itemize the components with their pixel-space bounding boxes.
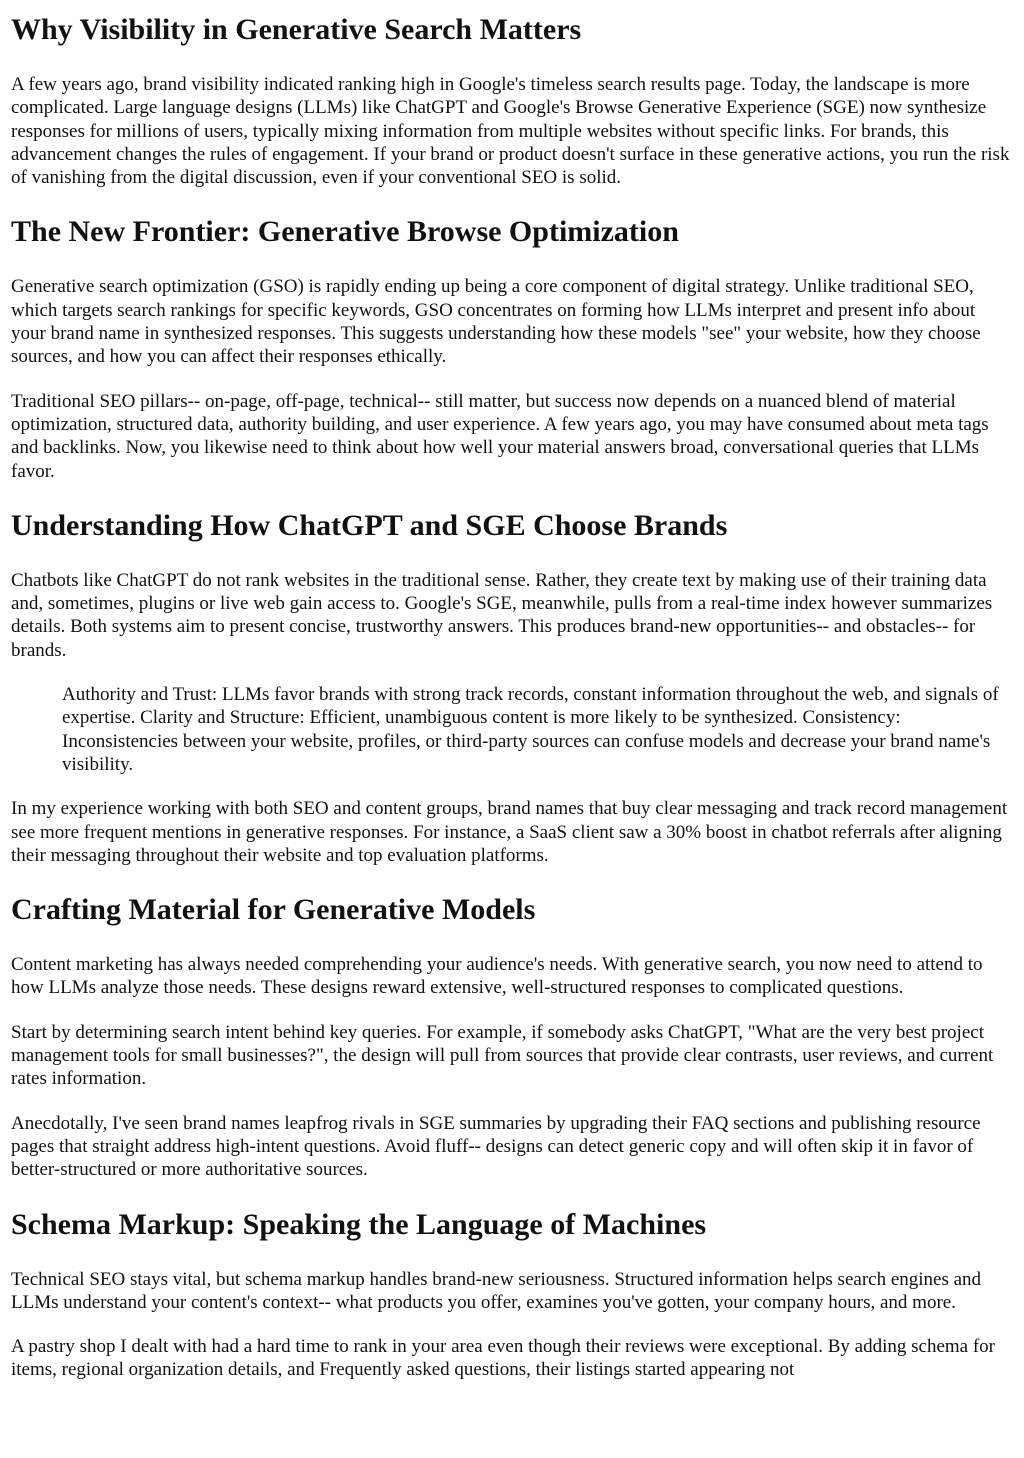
paragraph: In my experience working with both SEO and content groups, brand names that buy clear messaging and track record management see more frequent mentions in generative responses. For instance, a SaaS client saw a 30% boost in chatbot referrals after aligning their messaging throughout their website and top evaluation platforms.	[11, 798, 1008, 866]
blockquote: Authority and Trust: LLMs favor brands with strong track records, constant information throughout the web, and signals of expertise. Clarity and Structure: Efficient, unambiguous content is more likely to be synthesized. Consistency: Inconsistencies between your website, profiles, or third-party sources can confuse models and decrease your brand name's visibility.	[62, 684, 999, 775]
section-heading: Why Visibility in Generative Search Matters	[11, 13, 582, 46]
section-heading: Schema Markup: Speaking the Language of Machines	[11, 1207, 707, 1241]
article	[0, 12, 1024, 1382]
paragraph: Chatbots like ChatGPT do not rank websites in the traditional sense. Rather, they create text by making use of their training data and, sometimes, plugins or live web gain access to. Google's SGE, meanwhile, pulls from a real-time index however summarizes details. Both systems aim to present concise, trustworthy answers. This produces brand-new opportunities-- and obstacles-- for brands.	[11, 569, 993, 661]
paragraph: Content marketing has always needed comprehending your audience's needs. With generative search, you now need to attend to how LLMs analyze those needs. These designs reward extensive, well-structured responses to complicated questions.	[11, 954, 983, 999]
paragraph: Generative search optimization (GSO) is rapidly ending up being a core component of digital strategy. Unlike traditional SEO, which targets search rankings for specific keywords, GSO concentrates on forming how LLMs interpret and present info about your brand name in synthesized responses. This suggests understanding how these models "see" your website, how they choose sources, and how you can affect their responses ethically.	[11, 276, 981, 368]
section-heading: Understanding How ChatGPT and SGE Choose Brands	[11, 508, 728, 542]
paragraph: Technical SEO stays vital, but schema markup handles brand-new seriousness. Structured information helps search engines and LLMs understand your content's context-- what products you offer, examines you've gotten, your company hours, and more.	[11, 1268, 982, 1313]
section-heading: Crafting Material for Generative Models	[11, 893, 536, 927]
paragraph: Traditional SEO pillars-- on-page, off-page, technical-- still matter, but success now depends on a nuanced blend of material optimization, structured data, authority building, and user experience. A few years ago, you may have consumed about meta tags and backlinks. Now, you likewise need to think about how well your material answers broad, conversational queries that LLMs favor.	[11, 390, 989, 482]
paragraph: Anecdotally, I've seen brand names leapfrog rivals in SGE summaries by upgrading their FAQ sections and publishing resource pages that straight address high-intent questions. Avoid fluff-- designs can detect generic copy and will often skip it in favor of better-structured or more authoritative sources.	[11, 1112, 981, 1181]
paragraph: A few years ago, brand visibility indicated ranking high in Google's timeless search results page. Today, the landscape is more complicated. Large language designs (LLMs) like ChatGPT and Google's Browse Generative Experience (SGE) now synthesize responses for millions of users, typically mixing information from multiple websites without specific links. For brands, this advancement changes the rules of engagement. If your brand or product doesn't surface in these generative actions, you run the risk of vanishing from the digital discussion, even if your conventional SEO is solid.	[11, 74, 1010, 189]
paragraph: Start by determining search intent behind key queries. For example, if somebody asks ChatGPT, "What are the very best project management tools for small businesses?", the design will pull from sources that provide clear contrasts, user reviews, and current rates information.	[11, 1021, 994, 1090]
section-heading: The New Frontier: Generative Browse Optimization	[11, 215, 679, 249]
paragraph: A pastry shop I dealt with had a hard time to rank in your area even though their reviews were exceptional. By adding schema for items, regional organization details, and Frequently asked questions, their listings started appearing not	[11, 1336, 995, 1381]
